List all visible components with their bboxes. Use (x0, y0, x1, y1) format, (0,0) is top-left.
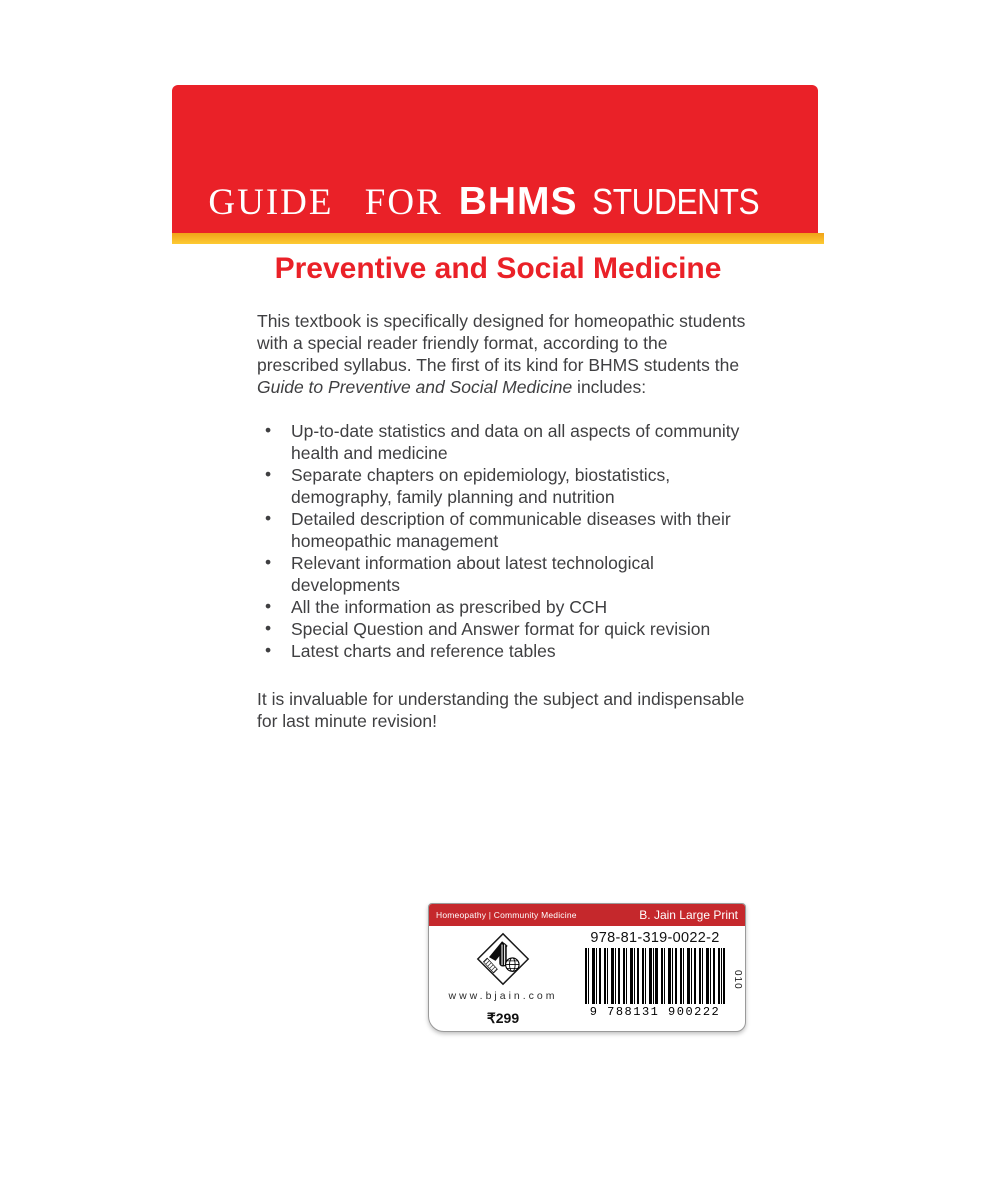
list-item-text: Up-to-date statistics and data on all aspects of community health and medicine (291, 421, 740, 463)
isbn-number: 978-81-319-0022-2 (590, 930, 720, 946)
list-item-text: Latest charts and reference tables (291, 641, 556, 661)
list-item (257, 618, 753, 640)
barcode-guard-bar (585, 948, 587, 1012)
series-title-bhms: BHMS (458, 180, 578, 223)
list-item (257, 420, 753, 464)
intro-text-pre: This textbook is specifically designed for homeopathic students with a special reader friendly format, according to the prescribed syllabus. The first of its kind for BHMS students the (257, 311, 746, 375)
imprint-text: B. Jain Large Print (639, 908, 738, 922)
series-title-guide-for: GUIDE FOR (208, 182, 443, 223)
barcode-digits: 9 788131 900222 (585, 1004, 725, 1019)
list-item-text: Separate chapters on epidemiology, biostatistics, demography, family planning and nutrition (291, 465, 671, 507)
header-band (172, 85, 818, 233)
bullet-icon: • (265, 618, 272, 638)
bjain-logo-icon (475, 931, 531, 987)
publisher-label (428, 903, 746, 1032)
publisher-website: www.bjain.com (448, 990, 558, 1002)
list-item-text: All the information as prescribed by CCH (291, 597, 608, 617)
list-item (257, 464, 753, 508)
series-title (208, 182, 781, 221)
label-body (429, 926, 745, 1031)
barcode-side-code: 010 (732, 970, 743, 990)
closing-paragraph: It is invaluable for understanding the subject and indispensable for last minute revision! (257, 689, 745, 731)
publisher-block (429, 926, 577, 1031)
intro-text-post: includes: (572, 377, 647, 397)
list-item (257, 596, 753, 618)
series-title-students: STUDENTS (591, 181, 759, 222)
list-item-text: Special Question and Answer format for quick revision (291, 619, 711, 639)
label-strip (429, 904, 745, 926)
accent-stripe (172, 233, 824, 244)
intro-text-italic: Guide to Preventive and Social Medicine (257, 377, 573, 397)
list-item-text: Detailed description of communicable diseases with their homeopathic management (291, 509, 731, 551)
list-item (257, 640, 753, 662)
barcode-guard-bar (723, 948, 725, 1012)
list-item-text: Relevant information about latest technological developments (291, 553, 654, 595)
bullet-icon: • (265, 596, 272, 616)
bullet-icon: • (265, 552, 272, 572)
barcode-block (577, 926, 745, 1031)
category-text: Homeopathy | Community Medicine (436, 910, 577, 920)
bullet-icon: • (265, 508, 272, 528)
list-item (257, 508, 753, 552)
bullet-icon: • (265, 464, 272, 484)
price: ₹299 (486, 1010, 520, 1026)
bullet-icon: • (265, 640, 272, 660)
feature-list (257, 420, 753, 662)
barcode-area (585, 948, 725, 1019)
barcode-guard-bar (655, 948, 657, 1012)
intro-paragraph (257, 310, 753, 398)
book-title: Preventive and Social Medicine (274, 252, 722, 285)
bullet-icon: • (265, 420, 272, 440)
back-cover-copy (257, 310, 753, 732)
list-item (257, 552, 753, 596)
